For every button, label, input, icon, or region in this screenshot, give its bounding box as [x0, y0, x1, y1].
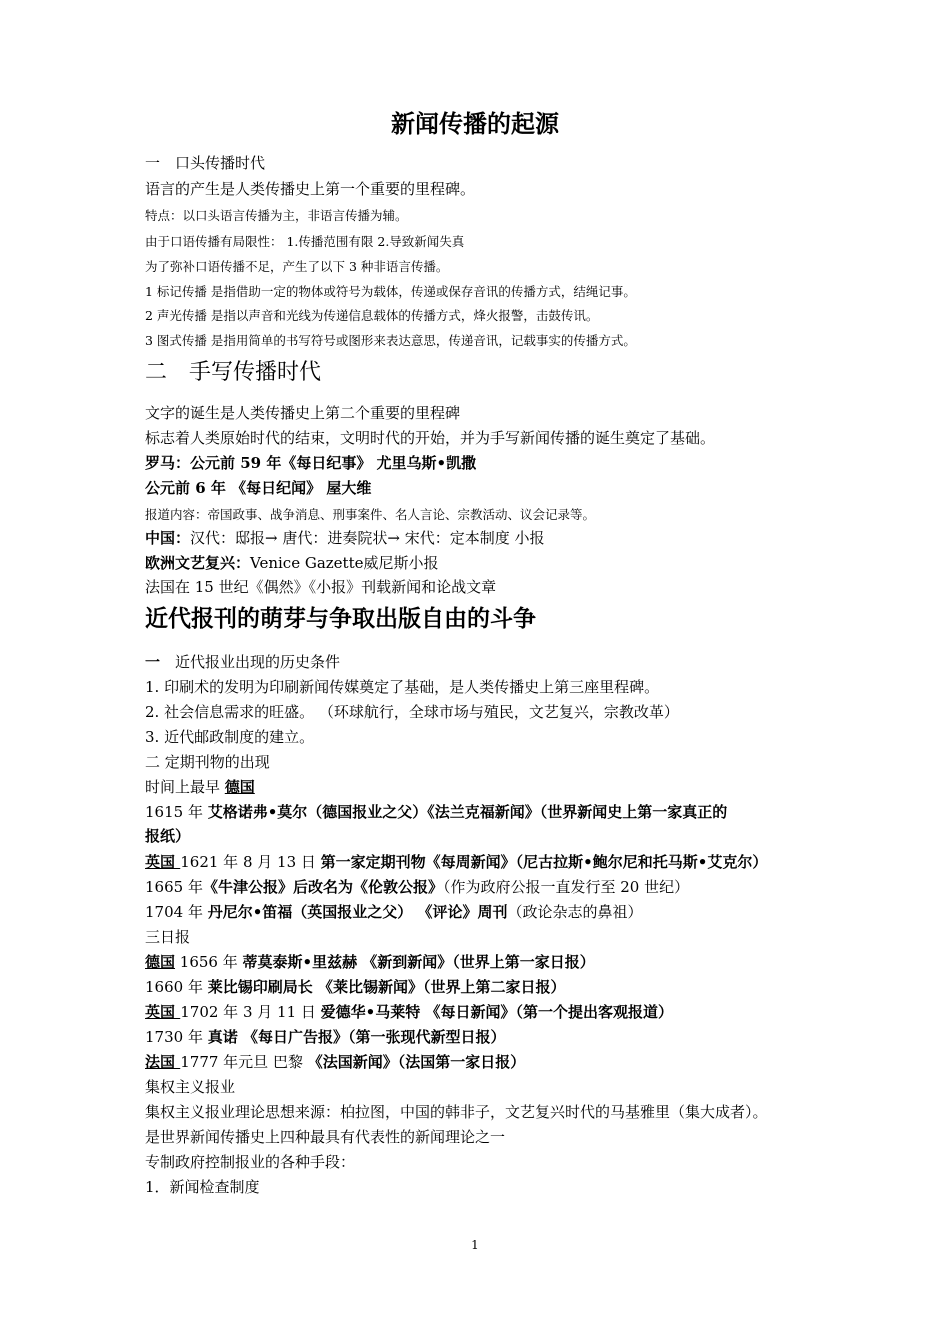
paragraph: 1 标记传播 是指借助一定的物体或符号为载体，传递或保存音讯的传播方式，结绳记事。 [145, 284, 636, 299]
page-title: 新闻传播的起源 [391, 109, 559, 138]
paragraph [145, 851, 767, 872]
country-england: 英国 [145, 853, 181, 871]
paragraph: 1. 印刷术的发明为印刷新闻传媒奠定了基础，是人类传播史上第三座里程碑。 [145, 678, 660, 696]
section-heading-handwritten: 二 手写传播时代 [145, 360, 322, 385]
year: 1660 年 [145, 978, 208, 996]
paragraph [145, 901, 643, 922]
paragraph: 公元前 6 年 《每日纪闻》 屋大维 [145, 479, 372, 497]
paragraph: 2 声光传播 是指以声音和光线为传递信息载体的传播方式，烽火报警，击鼓传讯。 [145, 308, 599, 323]
subsection-heading [145, 651, 340, 672]
text: 时间上最早 [145, 778, 225, 796]
paragraph [145, 1026, 505, 1047]
text: 第一家定期刊物《每周新闻》（尼古拉斯•鲍尔尼和托马斯•艾克尔） [320, 853, 768, 871]
paragraph: 法国在 15 世纪《偶然》《小报》刊载新闻和论战文章 [145, 578, 497, 596]
year: 1730 年 [145, 1028, 208, 1046]
text: （作为政府公报一直发行至 20 世纪） [442, 878, 690, 896]
paragraph: 3 图式传播 是指用简单的书写符号或图形来表达意思，传递音讯，记载事实的传播方式。 [145, 333, 636, 348]
paragraph [145, 527, 544, 548]
country-france: 法国 [145, 1053, 181, 1071]
paragraph [145, 776, 255, 797]
year: 1665 年 [145, 878, 203, 896]
paragraph: 特点：以口头语言传播为主，非语言传播为辅。 [145, 208, 408, 223]
text: 《法国新闻》（法国第一家日报） [307, 1053, 526, 1071]
text: 丹尼尔•笛福（英国报业之父） 《评论》周刊 [207, 903, 508, 921]
text: 艾格诺弗•莫尔（德国报业之父）《法兰克福新闻》（世界新闻史上第一家真正的 [207, 803, 728, 821]
country-germany: 德国 [145, 953, 176, 971]
paragraph: 集权主义报业理论思想来源：柏拉图，中国的韩非子，文艺复兴时代的马基雅里（集大成者）。 [145, 1103, 768, 1121]
subsection-heading: 三日报 [145, 928, 191, 946]
label-china: 中国： [145, 529, 191, 547]
paragraph [145, 951, 595, 972]
country-germany: 德国 [224, 778, 255, 796]
text: 近代报业出现的历史条件 [160, 653, 341, 671]
date: 1656 年 [175, 953, 243, 971]
year: 1704 年 [145, 903, 208, 921]
paragraph: 标志着人类原始时代的结束，文明时代的开始，并为手写新闻传播的诞生奠定了基础。 [145, 429, 716, 447]
paragraph: 2. 社会信息需求的旺盛。 （环球航行，全球市场与殖民，文艺复兴，宗教改革） [145, 703, 679, 721]
paragraph-continuation: 报纸） [145, 827, 191, 845]
label-renaissance: 欧洲文艺复兴： [145, 554, 251, 572]
text: 《牛津公报》后改名为《伦敦公报》 [202, 878, 443, 896]
page-number: 1 [471, 1238, 479, 1252]
text: 莱比锡印刷局长 《莱比锡新闻》（世界上第二家日报） [207, 978, 566, 996]
paragraph: 3. 近代邮政制度的建立。 [145, 728, 315, 746]
text: （政论杂志的鼻祖） [507, 903, 643, 921]
paragraph: 专制政府控制报业的各种手段： [145, 1153, 356, 1171]
paragraph [145, 1001, 673, 1022]
numeral: 一 [145, 653, 161, 671]
paragraph [145, 1051, 525, 1072]
year: 1615 年 [145, 803, 208, 821]
subsection-heading: 二 定期刊物的出现 [145, 753, 270, 771]
date: 1621 年 8 月 13 日 [180, 853, 321, 871]
paragraph: 1．新闻检查制度 [145, 1178, 260, 1196]
paragraph: 文字的诞生是人类传播史上第二个重要的里程碑 [145, 404, 461, 422]
paragraph [145, 801, 727, 822]
paragraph [145, 876, 689, 897]
paragraph: 罗马：公元前 59 年《每日纪事》 尤里乌斯•凯撒 [145, 454, 477, 472]
text: 爱德华•马莱特 《每日新闻》（第一个提出客观报道） [320, 1003, 673, 1021]
text: 蒂莫泰斯•里兹赫 《新到新闻》（世界上第一家日报） [242, 953, 595, 971]
subsection-heading: 集权主义报业 [145, 1078, 236, 1096]
paragraph [145, 552, 439, 573]
date: 1702 年 3 月 11 日 [180, 1003, 321, 1021]
section-heading-oral: 一 口头传播时代 [145, 154, 266, 172]
paragraph: 是世界新闻传播史上四种最具有代表性的新闻理论之一 [145, 1128, 506, 1146]
country-england: 英国 [145, 1003, 181, 1021]
paragraph [145, 976, 565, 997]
paragraph: 报道内容：帝国政事、战争消息、刑事案件、名人言论、宗教活动、议会记录等。 [145, 507, 596, 522]
paragraph: 为了弥补口语传播不足，产生了以下 3 种非语言传播。 [145, 259, 449, 274]
date: 1777 年元旦 巴黎 [180, 1053, 308, 1071]
text: Venice Gazette威尼斯小报 [250, 554, 439, 572]
text: 汉代：邸报→ 唐代：进奏院状→ 宋代：定本制度 小报 [190, 529, 545, 547]
section-heading-modern-press: 近代报刊的萌芽与争取出版自由的斗争 [145, 605, 536, 632]
paragraph: 语言的产生是人类传播史上第一个重要的里程碑。 [145, 180, 476, 198]
text: 真诺 《每日广告报》（第一张现代新型日报） [207, 1028, 506, 1046]
paragraph: 由于口语传播有局限性： 1.传播范围有限 2.导致新闻失真 [145, 234, 465, 249]
